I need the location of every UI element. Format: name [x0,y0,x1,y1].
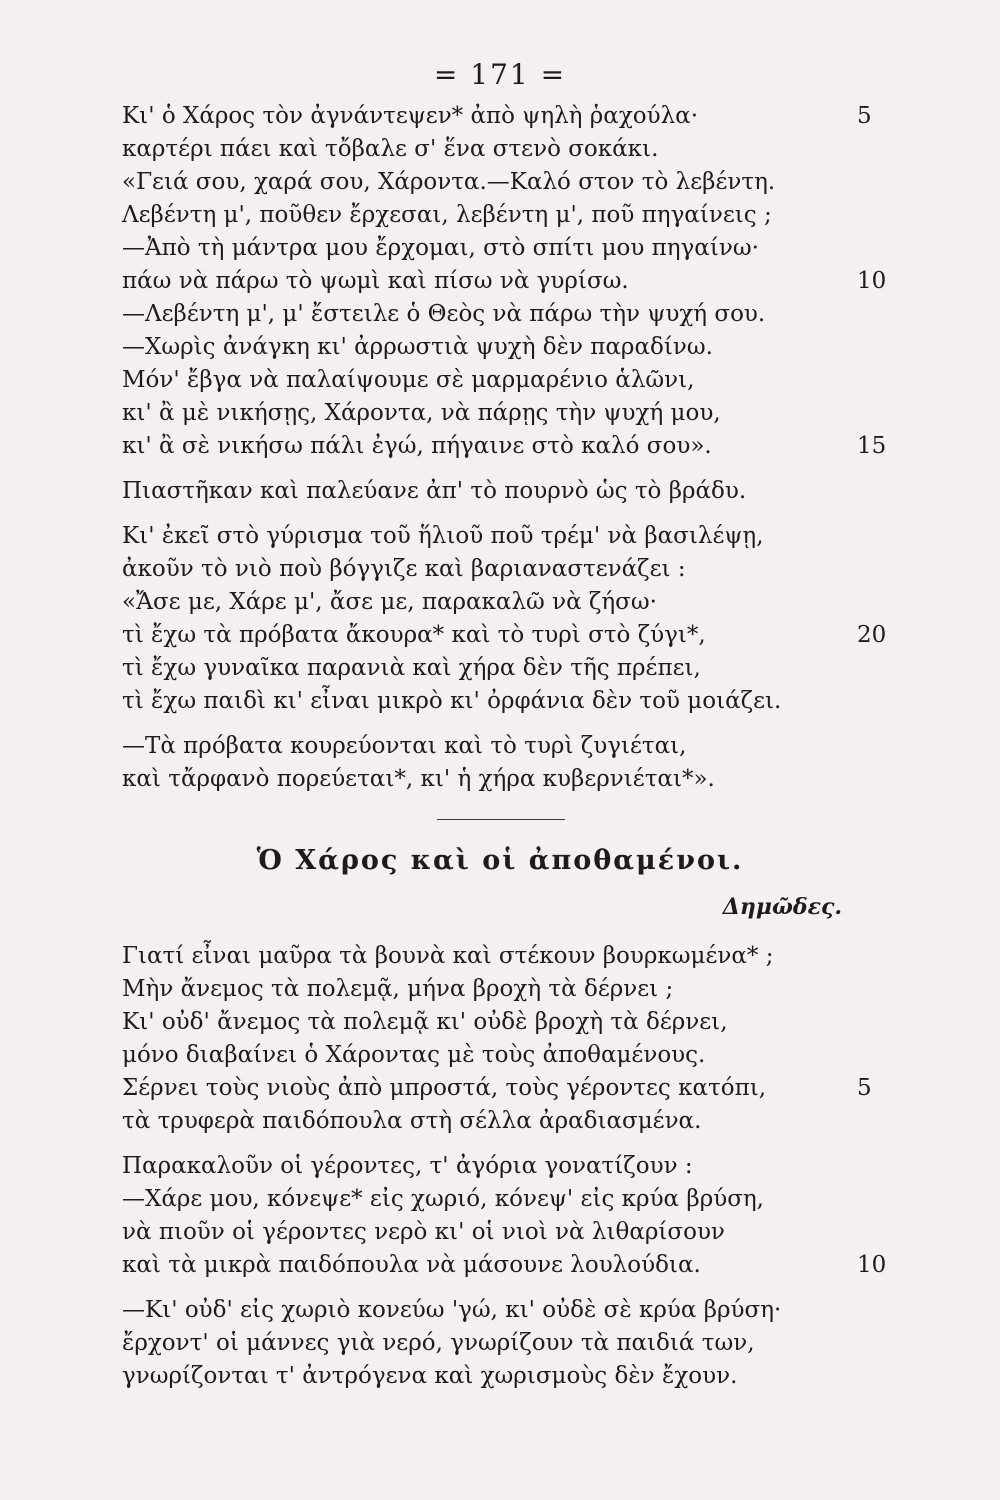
verse-text: —Χωρὶς ἀνάγκη κι' ἀρρωστιὰ ψυχὴ δὲν παραδίνω. [122,334,713,360]
verse-text: καὶ τὰ μικρὰ παιδόπουλα νὰ μάσουνε λουλούδια. [122,1252,701,1278]
verse-text: Παρακαλοῦν οἱ γέροντες, τ' ἀγόρια γονατίζουν : [122,1153,693,1179]
verse-line [122,520,902,553]
verse-line [122,232,902,265]
verse-text: γνωρίζονται τ' ἀντρόγενα καὶ χωρισμοὺς δὲν ἔχουν. [122,1363,738,1389]
verse-text: —Χάρε μου, κόνεψε* εἰς χωριό, κόνεψ' εἰς κρύα βρύση, [122,1186,764,1212]
verse-text: τὶ ἔχω παιδὶ κι' εἶναι μικρὸ κι' ὀρφάνια δὲν τοῦ μοιάζει. [122,688,782,714]
verse-text: τὶ ἔχω τὰ πρόβατα ἄκουρα* καὶ τὸ τυρὶ στὸ ζύγι*, [122,622,706,648]
verse-text: Κι' ἐκεῖ στὸ γύρισμα τοῦ ἥλιοῦ ποῦ τρέμ' νὰ βασιλέψῃ, [122,523,764,549]
page-number: = 171 = [433,58,567,91]
line-number: 10 [857,268,887,294]
line-number: 10 [857,1252,887,1278]
line-number: 5 [857,1075,872,1101]
verse-line [122,199,902,232]
verse-line [122,940,902,973]
stanza-gap [122,1282,902,1294]
verse-line [122,1216,902,1249]
verse-line [122,1105,902,1138]
verse-text: μόνο διαβαίνει ὁ Χάροντας μὲ τοὺς ἀποθαμένους. [122,1042,706,1068]
poem-2-verses [122,940,902,1393]
verse-text: καρτέρι πάει καὶ τὄβαλε σ' ἕνα στενὸ σοκάκι. [122,136,659,162]
section-attribution: Δημῶδες. [722,894,842,920]
verse-text: ἔρχοντ' οἱ μάννες γιὰ νερό, γνωρίζουν τὰ παιδιά των, [122,1330,755,1356]
verse-line [122,763,902,796]
verse-text: —Κι' οὐδ' εἰς χωριὸ κονεύω 'γώ, κι' οὐδὲ σὲ κρύα βρύση· [122,1297,782,1323]
verse-text: κι' ἂ μὲ νικήσῃς, Χάροντα, νὰ πάρῃς τὴν ψυχή μου, [122,400,721,426]
verse-line [122,1006,902,1039]
verse-line [122,475,902,508]
verse-line [122,430,902,463]
verse-text: Σέρνει τοὺς νιοὺς ἀπὸ μπροστά, τοὺς γέροντες κατόπι, [122,1075,767,1101]
verse-line [122,685,902,718]
verse-text: τὶ ἔχω γυναῖκα παρανιὰ καὶ χήρα δὲν τῆς πρέπει, [122,655,701,681]
verse-line [122,1183,902,1216]
line-number: 15 [857,433,887,459]
verse-text: Μὴν ἄνεμος τὰ πολεμᾷ, μήνα βροχὴ τὰ δέρνει ; [122,976,674,1002]
verse-text: νὰ πιοῦν οἱ γέροντες νερὸ κι' οἱ νιοὶ νὰ λιθαρίσουν [122,1219,725,1245]
verse-line [122,619,902,652]
verse-line [122,166,902,199]
verse-text: πάω νὰ πάρω τὸ ψωμὶ καὶ πίσω νὰ γυρίσω. [122,268,629,294]
verse-text: καὶ τἄρφανὸ πορεύεται*, κι' ἡ χήρα κυβερνιέται*». [122,766,715,792]
verse-line [122,1294,902,1327]
verse-text: —Λεβέντη μ', μ' ἔστειλε ὁ Θεὸς νὰ πάρω τὴν ψυχή σου. [122,301,766,327]
verse-line [122,397,902,430]
stanza-gap [122,508,902,520]
verse-text: Πιαστῆκαν καὶ παλεύανε ἀπ' τὸ πουρνὸ ὡς τὸ βράδυ. [122,478,747,504]
verse-line [122,1072,902,1105]
line-number: 20 [857,622,887,648]
line-number: 5 [857,103,872,129]
verse-text: Λεβέντη μ', ποῦθεν ἔρχεσαι, λεβέντη μ', ποῦ πηγαίνεις ; [122,202,772,228]
verse-line [122,298,902,331]
verse-line [122,553,902,586]
section-title: Ὁ Χάρος καὶ οἱ ἀποθαμένοι. [256,845,744,876]
verse-line [122,331,902,364]
verse-text: «Ἄσε με, Χάρε μ', ἄσε με, παρακαλῶ νὰ ζήσω· [122,589,657,615]
verse-text: —Ἀπὸ τὴ μάντρα μου ἔρχομαι, στὸ σπίτι μου πηγαίνω· [122,235,759,261]
verse-text: Κι' οὐδ' ἄνεμος τὰ πολεμᾷ κι' οὐδὲ βροχὴ τὰ δέρνει, [122,1009,728,1035]
verse-text: κι' ἂ σὲ νικήσω πάλι ἐγώ, πήγαινε στὸ καλό σου». [122,433,712,459]
verse-line [122,652,902,685]
verse-text: τὰ τρυφερὰ παιδόπουλα στὴ σέλλα ἀραδιασμένα. [122,1108,702,1134]
verse-text: «Γειά σου, χαρά σου, Χάροντα.—Καλό στον τὸ λεβέντη. [122,169,776,195]
verse-text: Κι' ὁ Χάρος τὸν ἀγνάντεψεν* ἀπὸ ψηλὴ ῥαχούλα· [122,103,699,129]
verse-line [122,730,902,763]
poem-1-verses [122,100,902,796]
verse-line [122,1249,902,1282]
stanza-gap [122,1138,902,1150]
verse-line [122,973,902,1006]
verse-line [122,1150,902,1183]
stanza-gap [122,463,902,475]
verse-text: —Τὰ πρόβατα κουρεύονται καὶ τὸ τυρὶ ζυγιέται, [122,733,687,759]
verse-text: Μόν' ἔβγα νὰ παλαίψουμε σὲ μαρμαρένιο ἁλῶνι, [122,367,695,393]
verse-line [122,133,902,166]
verse-line [122,100,902,133]
verse-line [122,586,902,619]
stanza-gap [122,718,902,730]
verse-line [122,265,902,298]
section-separator [437,819,565,820]
verse-text: Γιατί εἶναι μαῦρα τὰ βουνὰ καὶ στέκουν βουρκωμένα* ; [122,943,774,969]
verse-text: ἀκοῦν τὸ νιὸ ποὺ βόγγιζε καὶ βαριαναστενάζει : [122,556,686,582]
verse-line [122,1039,902,1072]
verse-line [122,1360,902,1393]
verse-line [122,364,902,397]
verse-line [122,1327,902,1360]
